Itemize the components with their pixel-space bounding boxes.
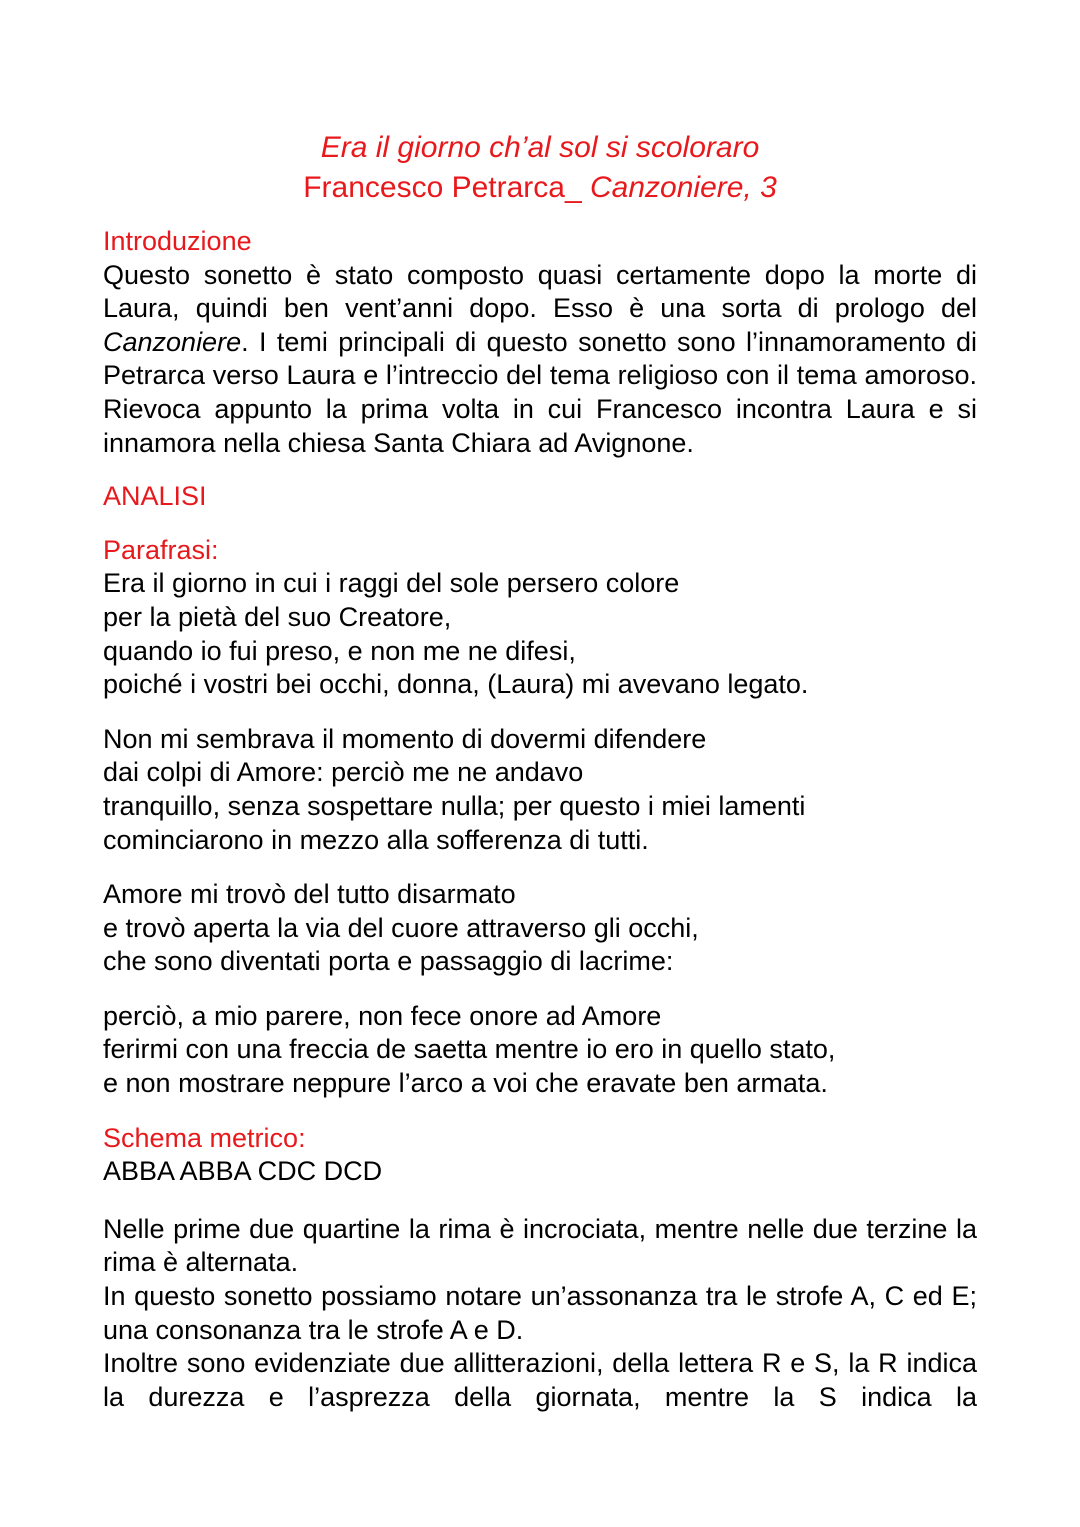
verse-line: dai colpi di Amore: perciò me ne andavo bbox=[103, 757, 584, 788]
verse-line: ferirmi con una freccia de saetta mentre io ero in quello stato, bbox=[103, 1034, 836, 1065]
verse-line: Amore mi trovò del tutto disarmato bbox=[103, 879, 516, 910]
commentary-paragraph-1: Nelle prime due quartine la rima è incrociata, mentre nelle due terzine la rima è alternata. bbox=[103, 1213, 977, 1278]
intro-italic-canzoniere: Canzoniere bbox=[103, 326, 242, 357]
work-reference: Canzoniere, 3 bbox=[590, 171, 777, 204]
paraphrase-stanza-1 bbox=[103, 567, 977, 701]
analysis-heading: ANALISI bbox=[103, 481, 207, 512]
paraphrase-stanza-3 bbox=[103, 878, 977, 979]
commentary-paragraph-2: In questo sonetto possiamo notare un’assonanza tra le strofe A, C ed E; una consonanza tra le strofe A e D. bbox=[103, 1281, 977, 1345]
verse-line: per la pietà del suo Creatore, bbox=[103, 601, 452, 632]
author-name: Francesco Petrarca_ bbox=[303, 171, 590, 204]
intro-text-part2: . I temi principali di questo sonetto sono l’innamoramento di Petrarca verso Laura e l’intreccio del tema religioso con il tema amoroso. Rievoca appunto la prima volta in cui Francesco incontra Laura e si innamora nella chiesa Santa Chiara ad Avignone. bbox=[103, 326, 977, 458]
intro-heading: Introduzione bbox=[103, 226, 252, 256]
poem-title: Era il giorno ch’al sol si scoloraro bbox=[320, 131, 760, 164]
verse-line: che sono diventati porta e passaggio di lacrime: bbox=[103, 946, 674, 977]
verse-line: Non mi sembrava il momento di dovermi difendere bbox=[103, 723, 707, 754]
intro-text-part1: Questo sonetto è stato composto quasi certamente dopo la morte di Laura, quindi ben vent’anni dopo. Esso è una sorta di prologo del bbox=[103, 259, 977, 324]
commentary-paragraph-3: Inoltre sono evidenziate due allitterazioni, della lettera R e S, la R indica la durezza e l’asprezza della giornata, mentre la S indica la bbox=[103, 1348, 977, 1412]
verse-line: tranquillo, senza sospettare nulla; per questo i miei lamenti bbox=[103, 790, 806, 821]
paraphrase-stanza-2 bbox=[103, 723, 977, 857]
document-title bbox=[0, 128, 1080, 208]
verse-line: poiché i vostri bei occhi, donna, (Laura) mi avevano legato. bbox=[103, 669, 809, 700]
verse-line: quando io fui preso, e non me ne difesi, bbox=[103, 635, 576, 666]
verse-line: Era il giorno in cui i raggi del sole persero colore bbox=[103, 568, 680, 599]
document-body bbox=[103, 225, 977, 1414]
metric-scheme: ABBA ABBA CDC DCD bbox=[103, 1156, 383, 1187]
metric-heading: Schema metrico: bbox=[103, 1122, 306, 1153]
paraphrase-heading: Parafrasi: bbox=[103, 534, 219, 565]
intro-paragraph bbox=[103, 259, 977, 461]
verse-line: cominciarono in mezzo alla sofferenza di tutti. bbox=[103, 824, 649, 855]
verse-line: e trovò aperta la via del cuore attraverso gli occhi, bbox=[103, 912, 699, 943]
paraphrase-stanza-4 bbox=[103, 1000, 977, 1101]
verse-line: perciò, a mio parere, non fece onore ad Amore bbox=[103, 1000, 662, 1031]
author-work-line bbox=[0, 168, 1080, 208]
verse-line: e non mostrare neppure l’arco a voi che eravate ben armata. bbox=[103, 1068, 828, 1099]
